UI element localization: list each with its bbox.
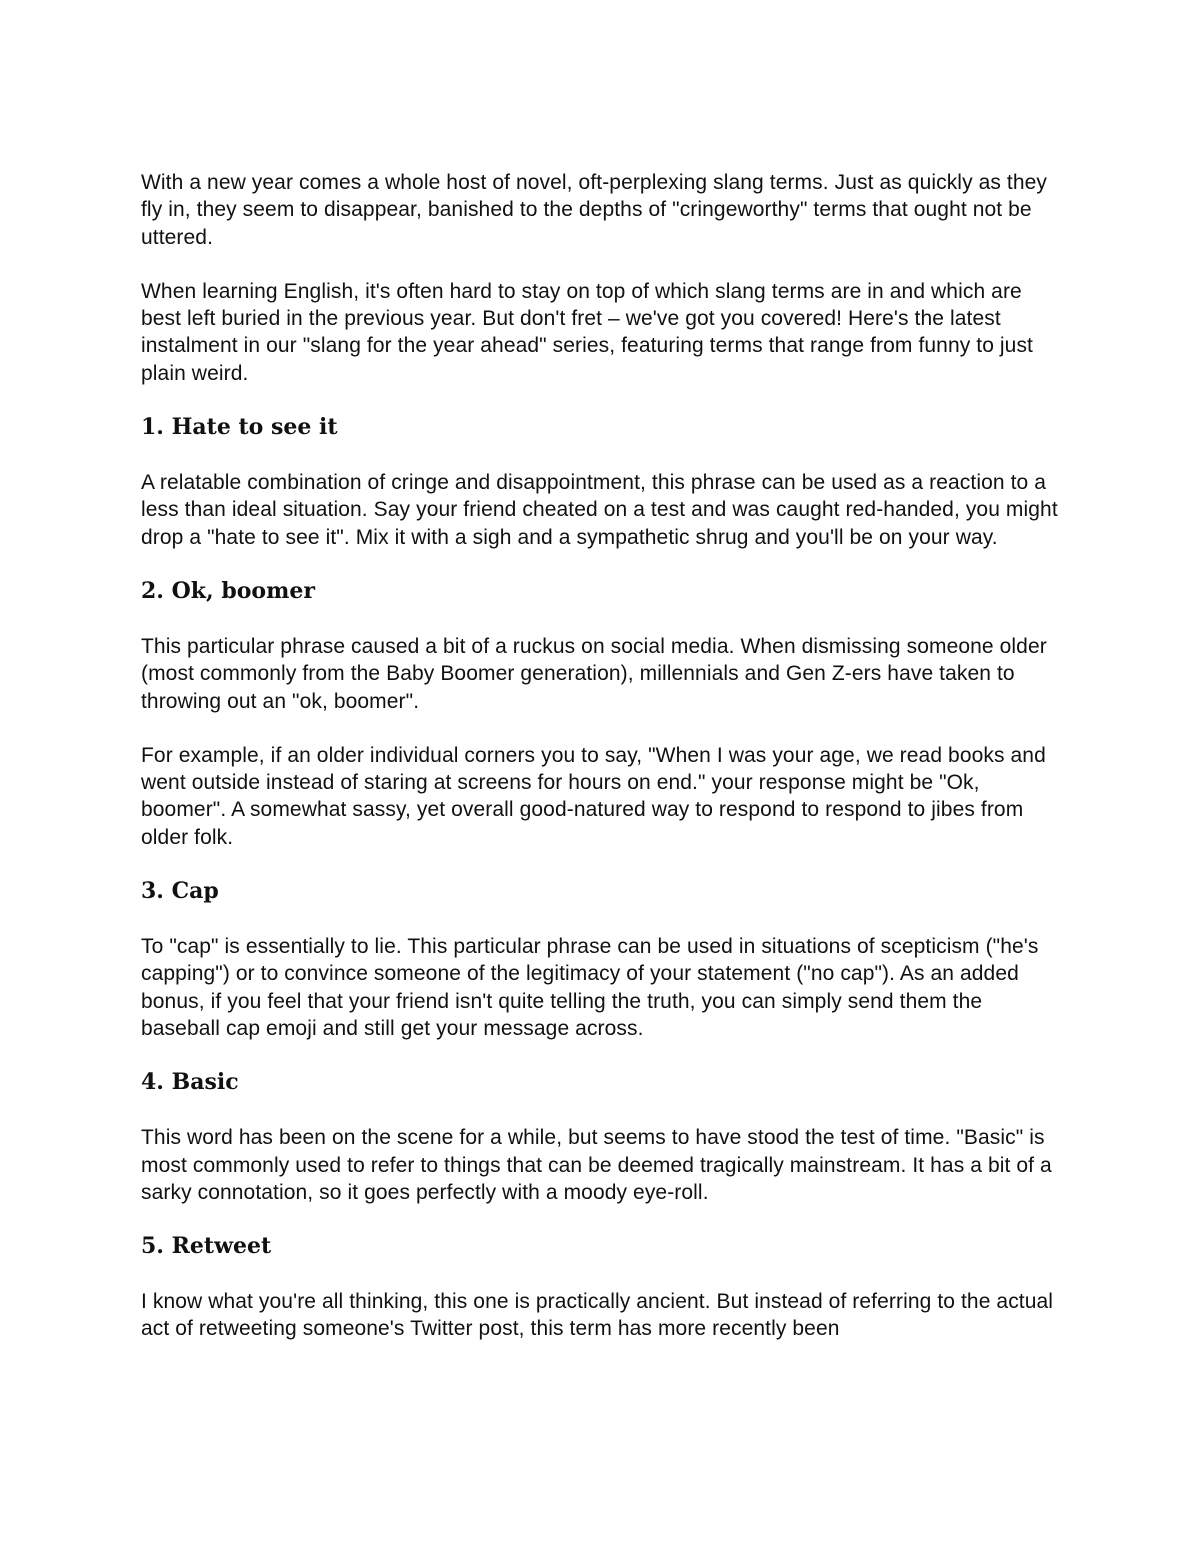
section-basic bbox=[141, 1069, 1066, 1206]
section-hate-to-see-it bbox=[141, 414, 1066, 551]
section-heading: 3. Cap bbox=[141, 878, 219, 905]
section-heading: 1. Hate to see it bbox=[141, 414, 338, 441]
section-heading: 2. Ok, boomer bbox=[141, 577, 315, 604]
section-paragraph: A relatable combination of cringe and disappointment, this phrase can be used as a reaction to a less than ideal situation. Say your friend cheated on a test and was caught red-handed, you might drop a "hate to see it". Mix it with a sigh and a sympathetic shrug and you'll be on your way. bbox=[141, 471, 1058, 549]
section-paragraph: I know what you're all thinking, this one is practically ancient. But instead of referring to the actual act of retweeting someone's Twitter post, this term has more recently been bbox=[141, 1290, 1054, 1341]
section-paragraph: This particular phrase caused a bit of a ruckus on social media. When dismissing someone older (most commonly from the Baby Boomer generation), millennials and Gen Z-ers have taken to throwing out an "ok, boomer". bbox=[141, 634, 1047, 713]
section-paragraph: To "cap" is essentially to lie. This particular phrase can be used in situations of scepticism ("he's capping") or to convince someone of the legitimacy of your statement ("no cap"). As an added bonus, if you feel that your friend isn't quite telling the truth, you can simply send them the baseball cap emoji and still get your message across. bbox=[141, 935, 1039, 1040]
section-ok-boomer bbox=[141, 578, 1066, 851]
section-heading: 5. Retweet bbox=[141, 1233, 272, 1260]
section-paragraph: For example, if an older individual corners you to say, "When I was your age, we read books and went outside instead of staring at screens for hours on end." your response might be "Ok, boomer". A somewhat sassy, yet overall good-natured way to respond to respond to jibes from older folk. bbox=[141, 743, 1046, 849]
intro-paragraph-1: With a new year comes a whole host of novel, oft-perplexing slang terms. Just as quickly as they fly in, they seem to disappear, banished to the depths of "cringeworthy" terms that ought not be uttered. bbox=[141, 171, 1048, 249]
section-paragraph: This word has been on the scene for a while, but seems to have stood the test of time. "Basic" is most commonly used to refer to things that can be deemed tragically mainstream. It has a bit of a sarky connotation, so it goes perfectly with a moody eye-roll. bbox=[141, 1126, 1052, 1204]
section-retweet bbox=[141, 1233, 1066, 1343]
document-page bbox=[141, 169, 1066, 1370]
section-cap bbox=[141, 878, 1066, 1042]
section-heading: 4. Basic bbox=[141, 1069, 239, 1096]
intro-paragraph-2: When learning English, it's often hard to stay on top of which slang terms are in and which are best left buried in the previous year. But don't fret – we've got you covered! Here's the latest instalment in our "slang for the year ahead" series, featuring terms that range from funny to just plain weird. bbox=[141, 279, 1033, 385]
